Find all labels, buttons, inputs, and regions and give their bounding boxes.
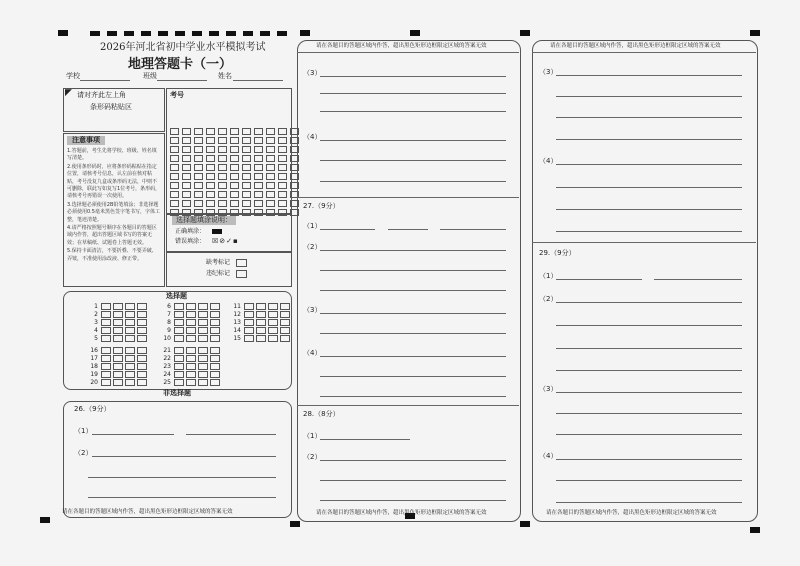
divider xyxy=(297,197,519,198)
question-number: 7 xyxy=(167,311,171,318)
question-number: 2 xyxy=(94,311,98,318)
q29-title: 29.（9分） xyxy=(539,249,576,257)
wrong-fill-samples: ☒⊘✓▪ xyxy=(212,237,239,245)
choice-option-bubble[interactable] xyxy=(210,335,220,342)
nonchoice-title: 非选择题 xyxy=(163,389,191,397)
answer-line[interactable] xyxy=(320,313,506,314)
answer-line[interactable] xyxy=(556,139,742,140)
choice-option-bubble[interactable] xyxy=(137,355,147,362)
choice-option-bubble[interactable] xyxy=(113,371,123,378)
q28-sub1: （1） xyxy=(303,432,322,440)
choice-option-bubble[interactable] xyxy=(101,311,111,318)
choice-option-bubble[interactable] xyxy=(210,327,220,334)
choice-option-bubble[interactable] xyxy=(280,303,290,310)
notice-list xyxy=(67,148,161,263)
answer-line[interactable] xyxy=(320,500,506,501)
notice-title: 注意事项 xyxy=(67,136,105,145)
choice-option-bubble[interactable] xyxy=(125,311,135,318)
timing-mark xyxy=(300,30,310,36)
exam-number-row xyxy=(170,166,302,172)
barcode-area-label: 条形码粘贴区 xyxy=(90,103,132,111)
choice-option-bubble[interactable] xyxy=(125,335,135,342)
q27-sub4: （4） xyxy=(303,349,322,357)
question-number: 25 xyxy=(163,379,171,386)
timing-mark xyxy=(750,527,760,533)
choice-question xyxy=(84,347,149,354)
question-number: 16 xyxy=(90,347,98,354)
choice-question xyxy=(157,327,222,334)
violation-checkbox[interactable] xyxy=(236,270,247,278)
panel-3 xyxy=(532,40,758,522)
choice-option-bubble[interactable] xyxy=(198,335,208,342)
q27-title: 27.（9分） xyxy=(303,202,340,210)
answer-line[interactable] xyxy=(320,76,506,77)
choice-question xyxy=(84,319,149,326)
choice-option-bubble[interactable] xyxy=(101,347,111,354)
choice-option-bubble[interactable] xyxy=(113,363,123,370)
choice-option-bubble[interactable] xyxy=(210,363,220,370)
q28-sub2: （2） xyxy=(303,453,322,461)
answer-line[interactable] xyxy=(556,502,742,503)
timing-mark xyxy=(750,30,760,36)
panel-2 xyxy=(297,40,521,522)
choice-option-bubble[interactable] xyxy=(101,303,111,310)
school-field[interactable] xyxy=(80,80,130,81)
answer-line[interactable] xyxy=(320,333,506,334)
choice-option-bubble[interactable] xyxy=(101,319,111,326)
choice-question xyxy=(157,379,222,386)
choice-option-bubble[interactable] xyxy=(210,303,220,310)
notice-item: 5.保持卡面清洁，不要折叠、不要弄破、弄皱，不准使用涂改液、修正带。 xyxy=(67,248,157,262)
choice-option-bubble[interactable] xyxy=(125,347,135,354)
choice-option-bubble[interactable] xyxy=(244,319,254,326)
choice-option-bubble[interactable] xyxy=(125,303,135,310)
q26-sub2: （2） xyxy=(74,449,93,457)
choice-title: 选择题 xyxy=(166,292,187,300)
answer-line[interactable] xyxy=(320,270,506,271)
area-notice: 请在各题目的答题区域内作答，超出黑色矩形边框限定区域的答案无效 xyxy=(546,510,717,516)
exam-number-row xyxy=(170,121,302,127)
exam-number-row xyxy=(170,157,302,163)
fill-wrong-label: 错误填涂： xyxy=(175,238,206,245)
answer-line[interactable] xyxy=(320,290,506,291)
answer-line[interactable] xyxy=(88,477,276,478)
choice-option-bubble[interactable] xyxy=(113,347,123,354)
choice-question xyxy=(157,355,222,362)
absent-label: 缺考标记 xyxy=(206,259,231,266)
question-number: 17 xyxy=(90,355,98,362)
question-number: 18 xyxy=(90,363,98,370)
choice-option-bubble[interactable] xyxy=(101,379,111,386)
choice-option-bubble[interactable] xyxy=(125,327,135,334)
choice-option-bubble[interactable] xyxy=(113,335,123,342)
choice-option-bubble[interactable] xyxy=(244,327,254,334)
q27-sub3: （3） xyxy=(303,306,322,314)
mark-box xyxy=(166,251,292,287)
choice-option-bubble[interactable] xyxy=(174,335,184,342)
answer-line[interactable] xyxy=(556,279,642,280)
choice-option-bubble[interactable] xyxy=(174,303,184,310)
divider xyxy=(532,52,756,53)
answer-line[interactable] xyxy=(320,93,506,94)
choice-question xyxy=(84,327,149,334)
correct-fill-sample xyxy=(212,229,222,234)
timing-mark xyxy=(40,517,50,523)
question-number: 21 xyxy=(163,347,171,354)
choice-question xyxy=(157,347,222,354)
choice-question xyxy=(84,311,149,318)
choice-option-bubble[interactable] xyxy=(244,311,254,318)
question-number: 19 xyxy=(90,371,98,378)
q26-title: 26.（9分） xyxy=(74,405,111,413)
name-label: 姓名 xyxy=(218,72,232,80)
choice-option-bubble[interactable] xyxy=(174,371,184,378)
choice-option-bubble[interactable] xyxy=(256,311,266,318)
choice-option-bubble[interactable] xyxy=(280,335,290,342)
choice-option-bubble[interactable] xyxy=(186,327,196,334)
question-number: 15 xyxy=(233,335,241,342)
choice-option-bubble[interactable] xyxy=(256,327,266,334)
exam-number-row xyxy=(170,184,302,190)
class-field[interactable] xyxy=(157,80,207,81)
q28-title: 28.（8分） xyxy=(303,410,340,418)
q27-sub1: （1） xyxy=(303,222,322,230)
choice-question xyxy=(157,363,222,370)
question-number: 12 xyxy=(233,311,241,318)
choice-option-bubble[interactable] xyxy=(125,371,135,378)
choice-option-bubble[interactable] xyxy=(256,335,266,342)
question-number: 20 xyxy=(90,379,98,386)
choice-question xyxy=(157,335,222,342)
area-notice: 请在各题目的答题区域内作答，超出黑色矩形边框限定区域的答案无效 xyxy=(316,43,487,49)
answer-line[interactable] xyxy=(556,231,742,232)
timing-strip-top xyxy=(90,31,290,36)
corner-arrow-icon: ◤ xyxy=(65,88,72,98)
choice-option-bubble[interactable] xyxy=(125,319,135,326)
answer-line[interactable] xyxy=(92,434,174,435)
choice-option-bubble[interactable] xyxy=(210,347,220,354)
choice-option-bubble[interactable] xyxy=(186,303,196,310)
choice-option-bubble[interactable] xyxy=(101,355,111,362)
choice-question xyxy=(84,379,149,386)
answer-line[interactable] xyxy=(320,460,506,461)
question-number: 24 xyxy=(163,371,171,378)
answer-line[interactable] xyxy=(320,480,506,481)
answer-line[interactable] xyxy=(556,480,742,481)
choice-option-bubble[interactable] xyxy=(137,363,147,370)
answer-line[interactable] xyxy=(556,302,742,303)
choice-option-bubble[interactable] xyxy=(256,303,266,310)
choice-option-bubble[interactable] xyxy=(174,379,184,386)
choice-option-bubble[interactable] xyxy=(280,311,290,318)
choice-option-bubble[interactable] xyxy=(186,371,196,378)
notice-item: 2.使用条形码时，应将条形码粘贴在指定位置，请核考号信息，认左前在核对粘贴，考号没复九盒或条形码无法，中则不可删除，联此写如复写1位考号，条形码，请核考号再错误一次使用。 xyxy=(67,163,161,200)
area-notice: 请在各题目的答题区域内作答，超出黑色矩形边框限定区域的答案无效 xyxy=(550,43,721,49)
answer-line[interactable] xyxy=(320,376,506,377)
choice-option-bubble[interactable] xyxy=(113,311,123,318)
choice-option-bubble[interactable] xyxy=(137,379,147,386)
choice-question xyxy=(84,363,149,370)
choice-option-bubble[interactable] xyxy=(186,355,196,362)
choice-option-bubble[interactable] xyxy=(198,379,208,386)
absent-checkbox[interactable] xyxy=(236,259,247,267)
answer-line[interactable] xyxy=(186,434,276,435)
choice-option-bubble[interactable] xyxy=(137,327,147,334)
question-number: 9 xyxy=(167,327,171,334)
choice-option-bubble[interactable] xyxy=(280,327,290,334)
exam-number-row xyxy=(170,139,302,145)
choice-option-bubble[interactable] xyxy=(174,319,184,326)
choice-option-bubble[interactable] xyxy=(186,363,196,370)
notice-item: 4.请严格按照题号顺序在各题目的答题区域内作答，超出答题区域书写的答案无效；在草稿纸、试题卷上答题无效。 xyxy=(67,225,157,246)
answer-line[interactable] xyxy=(556,209,742,210)
barcode-align-text: 请对齐此左上角 xyxy=(77,91,126,99)
choice-option-bubble[interactable] xyxy=(268,303,278,310)
choice-option-bubble[interactable] xyxy=(280,319,290,326)
q29-sub3: （3） xyxy=(539,385,558,393)
question-number: 8 xyxy=(167,319,171,326)
answer-line[interactable] xyxy=(556,370,742,371)
timing-mark xyxy=(520,30,530,36)
choice-option-bubble[interactable] xyxy=(113,319,123,326)
choice-option-bubble[interactable] xyxy=(137,311,147,318)
answer-line[interactable] xyxy=(320,356,506,357)
choice-option-bubble[interactable] xyxy=(137,371,147,378)
exam-no-label: 考号 xyxy=(170,91,184,99)
fill-correct-label: 正确填涂： xyxy=(175,228,206,235)
choice-option-bubble[interactable] xyxy=(198,327,208,334)
choice-option-bubble[interactable] xyxy=(186,319,196,326)
choice-option-bubble[interactable] xyxy=(186,347,196,354)
question-number: 13 xyxy=(233,319,241,326)
choice-question xyxy=(84,335,149,342)
q26-sub1: （1） xyxy=(74,427,93,435)
choice-question xyxy=(157,371,222,378)
choice-question xyxy=(157,303,222,310)
choice-question xyxy=(227,335,292,342)
choice-option-bubble[interactable] xyxy=(256,319,266,326)
choice-option-bubble[interactable] xyxy=(198,319,208,326)
choice-option-bubble[interactable] xyxy=(268,319,278,326)
answer-line[interactable] xyxy=(88,497,276,498)
answer-line[interactable] xyxy=(556,459,742,460)
choice-question xyxy=(157,311,222,318)
answer-line[interactable] xyxy=(440,229,506,230)
choice-option-bubble[interactable] xyxy=(186,311,196,318)
q26-answer-area xyxy=(63,401,292,518)
answer-line[interactable] xyxy=(556,96,742,97)
choice-option-bubble[interactable] xyxy=(210,379,220,386)
choice-option-bubble[interactable] xyxy=(174,311,184,318)
choice-question xyxy=(84,303,149,310)
choice-option-bubble[interactable] xyxy=(198,371,208,378)
school-label: 学校 xyxy=(66,72,80,80)
answer-line[interactable] xyxy=(320,140,506,141)
choice-option-bubble[interactable] xyxy=(186,335,196,342)
class-label: 班级 xyxy=(143,72,157,80)
q-sub4: （4） xyxy=(539,157,558,165)
answer-line[interactable] xyxy=(320,111,506,112)
answer-line[interactable] xyxy=(654,279,742,280)
question-number: 23 xyxy=(163,363,171,370)
choice-option-bubble[interactable] xyxy=(137,347,147,354)
divider xyxy=(532,242,756,243)
answer-line[interactable] xyxy=(320,181,506,182)
exam-number-row xyxy=(170,202,302,208)
notice-item: 3.选择题必须使用2B铅笔填涂；非选择题必须使用0.5毫米黑色签字笔书写，字体工整，笔迹清楚。 xyxy=(67,201,160,223)
choice-option-bubble[interactable] xyxy=(244,303,254,310)
choice-option-bubble[interactable] xyxy=(101,363,111,370)
question-number: 22 xyxy=(163,355,171,362)
divider xyxy=(297,52,519,53)
header-title: 2026年河北省初中学业水平模拟考试 xyxy=(100,42,266,53)
header-subtitle: 地理答题卡（一） xyxy=(128,57,233,72)
choice-option-bubble[interactable] xyxy=(137,319,147,326)
question-number: 1 xyxy=(94,303,98,310)
q27-sub2: （2） xyxy=(303,243,322,251)
choice-question xyxy=(227,319,292,326)
exam-number-row xyxy=(170,130,302,136)
choice-question xyxy=(227,311,292,318)
choice-option-bubble[interactable] xyxy=(125,379,135,386)
question-number: 11 xyxy=(233,303,241,310)
answer-line[interactable] xyxy=(92,456,276,457)
choice-option-bubble[interactable] xyxy=(268,327,278,334)
choice-option-bubble[interactable] xyxy=(210,319,220,326)
timing-mark xyxy=(290,521,300,527)
choice-option-bubble[interactable] xyxy=(186,379,196,386)
question-number: 14 xyxy=(233,327,241,334)
question-number: 5 xyxy=(94,335,98,342)
choice-option-bubble[interactable] xyxy=(198,355,208,362)
choice-option-bubble[interactable] xyxy=(101,327,111,334)
choice-option-bubble[interactable] xyxy=(198,303,208,310)
q-sub3: （3） xyxy=(303,69,322,77)
choice-question xyxy=(227,303,292,310)
choice-option-bubble[interactable] xyxy=(244,335,254,342)
choice-option-bubble[interactable] xyxy=(174,363,184,370)
notice-item: 1.答题前，考生先将学校、班级、姓名填写清楚。 xyxy=(67,148,157,162)
violation-label: 违纪标记 xyxy=(206,270,231,277)
answer-line[interactable] xyxy=(556,75,742,76)
choice-option-bubble[interactable] xyxy=(101,335,111,342)
choice-question xyxy=(84,371,149,378)
q-sub3: （3） xyxy=(539,68,558,76)
timing-mark xyxy=(410,30,420,36)
choice-option-bubble[interactable] xyxy=(137,303,147,310)
exam-number-row xyxy=(170,193,302,199)
answer-line[interactable] xyxy=(320,229,375,230)
answer-line[interactable] xyxy=(320,160,506,161)
question-number: 10 xyxy=(163,335,171,342)
answer-line[interactable] xyxy=(556,392,742,393)
answer-line[interactable] xyxy=(556,348,742,349)
choice-option-bubble[interactable] xyxy=(113,327,123,334)
choice-option-bubble[interactable] xyxy=(268,335,278,342)
choice-option-bubble[interactable] xyxy=(125,363,135,370)
answer-line[interactable] xyxy=(320,250,506,251)
choice-option-bubble[interactable] xyxy=(125,355,135,362)
choice-option-bubble[interactable] xyxy=(113,303,123,310)
answer-line[interactable] xyxy=(556,413,742,414)
answer-line[interactable] xyxy=(320,439,410,440)
choice-option-bubble[interactable] xyxy=(210,311,220,318)
divider xyxy=(297,405,519,406)
choice-question xyxy=(227,327,292,334)
choice-option-bubble[interactable] xyxy=(174,355,184,362)
answer-line[interactable] xyxy=(320,396,506,397)
q29-sub1: （1） xyxy=(539,272,558,280)
exam-number-row xyxy=(170,148,302,154)
choice-option-bubble[interactable] xyxy=(174,327,184,334)
choice-option-bubble[interactable] xyxy=(198,363,208,370)
choice-option-bubble[interactable] xyxy=(210,371,220,378)
answer-line[interactable] xyxy=(388,229,428,230)
answer-line[interactable] xyxy=(556,325,742,326)
timing-mark xyxy=(520,521,530,527)
exam-number-row xyxy=(170,175,302,181)
choice-option-bubble[interactable] xyxy=(137,335,147,342)
area-notice: 请在各题目的答题区域内作答，超出黑色矩形边框限定区域的答案无效 xyxy=(62,509,233,515)
q29-sub4: （4） xyxy=(539,452,558,460)
name-field[interactable] xyxy=(233,80,283,81)
question-number: 4 xyxy=(94,327,98,334)
answer-line[interactable] xyxy=(556,117,742,118)
q-sub4: （4） xyxy=(303,133,322,141)
timing-mark xyxy=(58,30,68,36)
q29-sub2: （2） xyxy=(539,295,558,303)
area-notice: 请在各题目的答题区域内作答，超出黑色矩形边框限定区域的答案无效 xyxy=(316,510,487,516)
choice-question xyxy=(157,319,222,326)
choice-option-bubble[interactable] xyxy=(198,311,208,318)
answer-line[interactable] xyxy=(556,187,742,188)
choice-question xyxy=(84,355,149,362)
choice-option-bubble[interactable] xyxy=(174,347,184,354)
choice-option-bubble[interactable] xyxy=(268,311,278,318)
choice-option-bubble[interactable] xyxy=(198,347,208,354)
question-number: 6 xyxy=(167,303,171,310)
question-number: 3 xyxy=(94,319,98,326)
answer-line[interactable] xyxy=(556,164,742,165)
choice-option-bubble[interactable] xyxy=(210,355,220,362)
choice-option-bubble[interactable] xyxy=(113,379,123,386)
answer-line[interactable] xyxy=(556,434,742,435)
fill-title: 选择题填涂说明： xyxy=(172,216,236,225)
choice-option-bubble[interactable] xyxy=(101,371,111,378)
choice-option-bubble[interactable] xyxy=(113,355,123,362)
